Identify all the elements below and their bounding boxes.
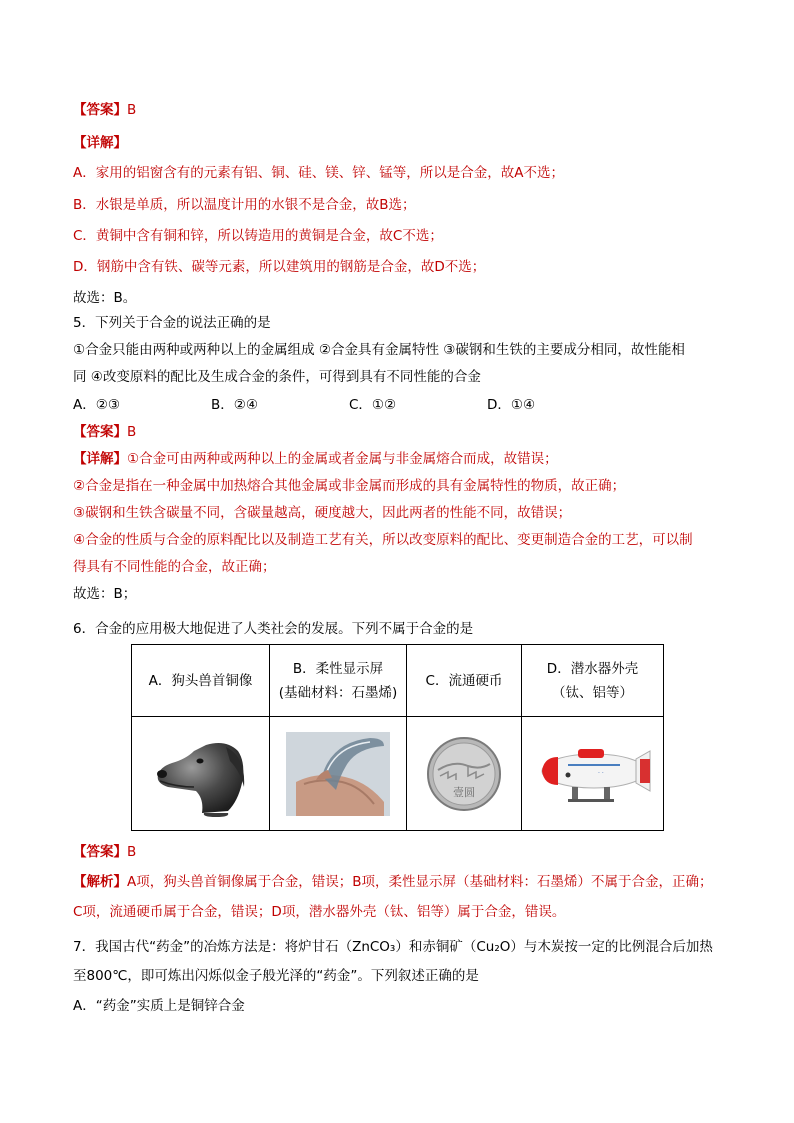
q5-detail-1: [73, 450, 558, 468]
q6-image-cell-b: [270, 717, 407, 831]
q6-cell-b: [270, 645, 407, 717]
q6-analysis-1: [73, 873, 713, 891]
coin-image: [424, 734, 504, 814]
detail-tag: 【详解】: [73, 135, 127, 151]
q5-option-c: C．①②: [349, 397, 397, 413]
answer-value: B: [127, 424, 137, 440]
analysis-tag: 【解析】: [73, 874, 127, 890]
q7-option-a: A．“药金”实质上是铜锌合金: [73, 998, 245, 1014]
flexible-screen-image: [286, 732, 390, 816]
q6-cell-c: [407, 645, 522, 717]
q6-cell-d-sublabel: （钛、铝等）: [552, 684, 633, 701]
q5-detail-3: ③碳钢和生铁含碳量不同，含碳量越高，硬度越大，因此两者的性能不同，故错误；: [73, 505, 572, 521]
q5-option-b: B．②④: [211, 397, 258, 413]
q4-detail-b: B．水银是单质，所以温度计用的水银不是合金，故B选；: [73, 197, 416, 213]
submersible-image: [528, 741, 658, 807]
q5-detail-5: 得具有不同性能的合金，故正确；: [73, 559, 276, 575]
dog-head-bronze-image: [146, 731, 256, 817]
q6-cell-b-sublabel: (基础材料：石墨烯): [278, 684, 398, 701]
q6-image-cell-c: [407, 717, 522, 831]
q5-stem: 5．下列关于合金的说法正确的是: [73, 315, 271, 331]
q5-answer-line: [73, 423, 136, 441]
q6-cell-b-label: B．柔性显示屏: [292, 660, 384, 677]
q4-detail-a: A．家用的铝窗含有的元素有铝、铜、硅、镁、锌、锰等，所以是合金，故A不选；: [73, 165, 564, 181]
answer-tag: 【答案】: [73, 102, 127, 118]
q6-cell-a: [132, 645, 270, 717]
q4-conclusion: 故选：B。: [73, 290, 137, 306]
q4-answer-line: [73, 101, 136, 119]
q6-cell-a-label: A．狗头兽首铜像: [148, 672, 253, 689]
q5-option-d: D．①④: [487, 397, 536, 413]
answer-value: B: [127, 844, 137, 860]
analysis-text: A项，狗头兽首铜像属于合金，错误；B项，柔性显示屏（基础材料：石墨烯）不属于合金，正确；: [127, 874, 713, 890]
q6-cell-c-label: C．流通硬币: [425, 672, 503, 689]
detail-tag: 【详解】: [73, 451, 127, 467]
q6-cell-d: [522, 645, 664, 717]
q5-statements-line1: ①合金只能由两种或两种以上的金属组成 ②合金具有金属特性 ③碳钢和生铁的主要成分相同，故性能相: [73, 342, 685, 358]
q5-options: [73, 396, 535, 414]
q7-stem-line2: 至800℃，即可炼出闪烁似金子般光泽的“药金”。下列叙述正确的是: [73, 968, 479, 984]
answer-tag: 【答案】: [73, 424, 127, 440]
q5-detail-2: ②合金是指在一种金属中加热熔合其他金属或非金属而形成的具有金属特性的物质，故正确；: [73, 478, 626, 494]
q6-analysis-2: C项，流通硬币属于合金，错误；D项，潜水器外壳（钛、铝等）属于合金，错误。: [73, 904, 566, 920]
q6-options-table: [131, 644, 664, 831]
q7-stem-line1: 7．我国古代“药金”的冶炼方法是：将炉甘石（ZnCO₃）和赤铜矿（Cu₂O）与木炭按一定的比例混合后加热: [73, 939, 713, 955]
q4-detail-d: D．钢筋中含有铁、碳等元素，所以建筑用的钢筋是合金，故D不选；: [73, 259, 486, 275]
q6-image-cell-a: [132, 717, 270, 831]
q5-conclusion: 故选：B；: [73, 586, 137, 602]
q6-image-cell-d: [522, 717, 664, 831]
q5-detail-4: ④合金的性质与合金的原料配比以及制造工艺有关，所以改变原料的配比、变更制造合金的工艺，可以制: [73, 532, 693, 548]
q4-detail-c: C．黄铜中含有铜和锌，所以铸造用的黄铜是合金，故C不选；: [73, 228, 443, 244]
q6-cell-d-label: D．潜水器外壳: [546, 660, 639, 677]
coin-text: 壹圆: [453, 785, 475, 799]
detail-text: ①合金可由两种或两种以上的金属或者金属与非金属熔合而成，故错误；: [127, 451, 558, 467]
q5-statements-line2: 同 ④改变原料的配比及生成合金的条件，可得到具有不同性能的合金: [73, 369, 481, 385]
answer-tag: 【答案】: [73, 844, 127, 860]
svg-text:‧ ‧: ‧ ‧: [597, 769, 604, 777]
q6-answer-line: [73, 843, 136, 861]
answer-value: B: [127, 102, 137, 118]
q5-option-a: A．②③: [73, 397, 120, 413]
q6-stem: 6．合金的应用极大地促进了人类社会的发展。下列不属于合金的是: [73, 621, 474, 637]
q4-detail-tag: [73, 134, 127, 152]
